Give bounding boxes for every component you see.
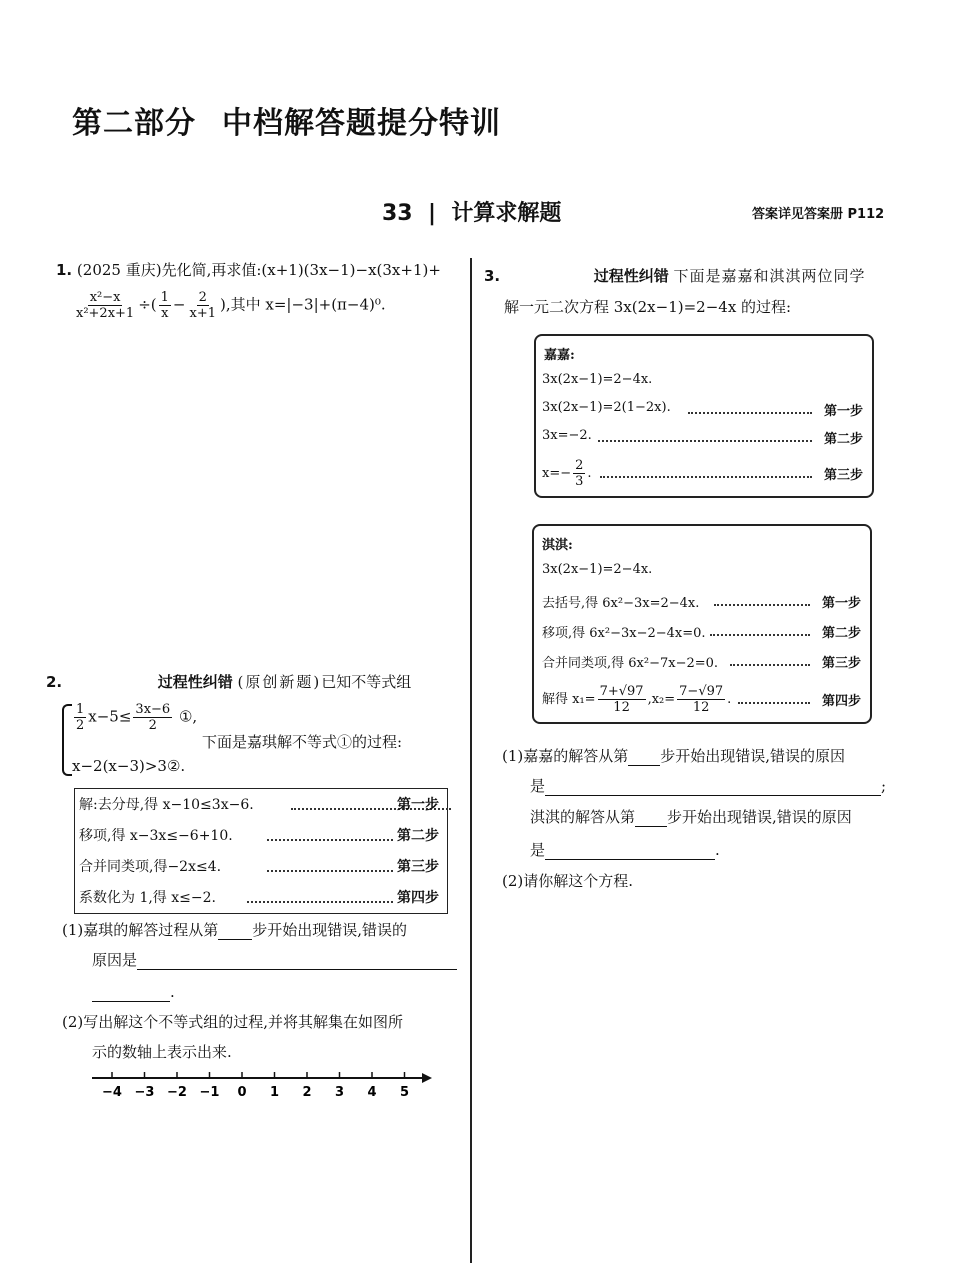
leader-dots [267, 870, 393, 872]
q3-jiajia-reason-blank[interactable] [545, 779, 881, 796]
axis-tick-label: −2 [167, 1085, 187, 1100]
leader-dots [600, 476, 812, 478]
part-title [72, 98, 501, 142]
section-separator: | [420, 201, 444, 226]
q1-div: ÷( [138, 295, 157, 314]
q3-sub1-c-end: ; [881, 777, 887, 795]
axis-tick-label: 5 [399, 1085, 410, 1100]
q2-sub1-text-c: 原因是 [92, 951, 138, 969]
axis-tick-label: −4 [102, 1085, 122, 1100]
leader-dots [598, 440, 812, 442]
q2-step-label: 第四步 [397, 890, 439, 906]
q1-minus: − [172, 295, 186, 314]
q2-sub2-line2: 示的数轴上表示出来. [92, 1043, 232, 1061]
column-divider [470, 258, 472, 1263]
ineq1-frac2: $\frac{3x-6}{2}$ [135, 702, 171, 733]
q2-inequality-2: x−2(x−3)>3②. [72, 757, 186, 775]
jiajia-step2: 3x=−2. [542, 428, 592, 443]
q1-tail: ),其中 x=|−3|+(π−4)⁰. [219, 295, 386, 314]
jiajia-step1-label: 第一步 [824, 404, 864, 419]
q1-fraction-3: $\frac{2}{x+1}$ [189, 290, 216, 321]
q2-sub1-end: . [170, 983, 175, 1001]
q3-sub2: (2)请你解这个方程. [502, 872, 634, 890]
number-line [92, 1066, 442, 1110]
q1-fraction-2: $\frac{1}{x}$ [160, 290, 169, 321]
q2-sub1-text-a: (1)嘉琪的解答过程从第 [62, 921, 219, 939]
q2-sub1-text-b: 步开始出现错误,错误的 [252, 921, 408, 939]
q2-inequality-1 [72, 702, 197, 733]
q3-sub1-text-d: 淇淇的解答从第 [530, 808, 636, 826]
leader-dots [714, 604, 810, 606]
q3-tag: 过程性纠错 [593, 267, 669, 285]
q3-intro2: 解一元二次方程 3x(2x−1)=2−4x 的过程: [504, 298, 792, 316]
q1-line2 [72, 290, 386, 321]
q3-jiajia-step-blank[interactable] [628, 749, 660, 766]
q3-sub1-line4 [530, 840, 720, 860]
q2-tag2: (原创新题) [237, 673, 322, 691]
q2-step [75, 851, 447, 882]
q1-source: (2025 重庆) [76, 261, 162, 279]
qiqi-step1: 去括号,得 6x²−3x=2−4x. [542, 596, 700, 611]
axis-arrow [422, 1073, 432, 1083]
qiqi-name: 淇淇: [542, 538, 573, 553]
q2-step-text: 解:去分母,得 x−10≤3x−6. [79, 797, 254, 813]
q3-sub1-line2 [530, 776, 886, 796]
jiajia-step3: x=− $\frac{2}{3}$ . [542, 458, 592, 489]
part-subtitle: 中档解答题提分特训 [222, 106, 501, 141]
q3-sub1-line1 [502, 746, 845, 766]
jiajia-box [534, 334, 874, 498]
leader-dots [688, 412, 812, 414]
q2-steps-table [74, 788, 448, 914]
axis-tick-label: 0 [237, 1085, 247, 1100]
qiqi-step3-label: 第三步 [822, 656, 862, 671]
q2-step [75, 882, 447, 913]
q2-reason-blank-2[interactable] [92, 985, 170, 1002]
q2-reason-blank[interactable] [137, 953, 457, 970]
q2-intro: 已知不等式组 [321, 673, 412, 691]
q3-sub1-text-e: 步开始出现错误,错误的原因 [667, 808, 852, 826]
number-line-svg [92, 1066, 442, 1106]
q3-qiqi-reason-blank[interactable] [545, 843, 715, 860]
q2-number: 2. [46, 673, 63, 691]
leader-dots [247, 901, 393, 903]
leader-dots [710, 634, 810, 636]
section-title [382, 196, 561, 227]
q2-step-label: 第二步 [397, 828, 439, 844]
q1-line1 [56, 260, 441, 280]
q2-header [46, 672, 411, 692]
q3-intro1: 下面是嘉嘉和淇淇两位同学 [673, 267, 866, 285]
axis-tick-label: 4 [367, 1085, 377, 1100]
axis-tick-label: 3 [334, 1085, 345, 1100]
axis-tick-label: 2 [302, 1085, 312, 1100]
q3-sub1-f-end: . [715, 841, 720, 859]
q2-after-text: 下面是嘉琪解不等式①的过程: [202, 733, 403, 751]
qiqi-line0: 3x(2x−1)=2−4x. [542, 562, 653, 577]
jiajia-line0: 3x(2x−1)=2−4x. [542, 372, 653, 387]
q2-sub1-line3 [92, 982, 175, 1002]
q2-sub1-line1 [62, 920, 407, 940]
leader-dots [730, 664, 810, 666]
q2-step-blank[interactable] [218, 923, 252, 940]
qiqi-step4-label: 第四步 [822, 694, 862, 709]
section-number: 33 [382, 201, 413, 226]
part-label: 第二部分 [72, 106, 196, 141]
q3-sub1-text-a: (1)嘉嘉的解答从第 [502, 747, 629, 765]
answer-reference: 答案详见答案册 P112 [752, 207, 885, 222]
q2-step-text: 系数化为 1,得 x≤−2. [79, 890, 216, 906]
ineq1-mark: ①, [178, 707, 198, 726]
qiqi-step2: 移项,得 6x²−3x−2−4x=0. [542, 626, 706, 641]
jiajia-step3-label: 第三步 [824, 468, 864, 483]
q3-number: 3. [484, 267, 501, 285]
q3-qiqi-step-blank[interactable] [635, 810, 667, 827]
q2-step-text: 移项,得 x−3x≤−6+10. [79, 828, 233, 844]
q2-tag: 过程性纠错 [157, 673, 233, 691]
qiqi-step4: 解得 x₁= $\frac{7+√97}{12}$ ,x₂= $\frac{7-√97}{12}$ . [542, 684, 732, 715]
q2-step-text: 合并同类项,得−2x≤4. [79, 859, 222, 875]
qiqi-box [532, 524, 872, 724]
q3-header [484, 266, 866, 286]
q1-number: 1. [56, 261, 73, 279]
ineq1-mid: x−5≤ [88, 707, 132, 726]
q2-sub1-line2 [92, 950, 457, 970]
q1-text: 先化简,再求值:(x+1)(3x−1)−x(3x+1)+ [161, 261, 441, 279]
q2-step [75, 820, 447, 851]
jiajia-step2-label: 第二步 [824, 432, 864, 447]
axis-tick-label: −3 [134, 1085, 155, 1100]
q3-sub1-text-b: 步开始出现错误,错误的原因 [660, 747, 846, 765]
leader-dots [738, 702, 810, 704]
q1-fraction-1: $\frac{\text{x²−x}}{\text{x²+2x+1}}$ [76, 290, 135, 321]
q3-sub1-text-c: 是 [530, 777, 546, 795]
leader-dots [267, 839, 393, 841]
q2-step [75, 789, 447, 820]
qiqi-step2-label: 第二步 [822, 626, 862, 641]
q2-step-label: 第三步 [397, 859, 439, 875]
system-brace [62, 704, 72, 776]
q3-sub1-text-f: 是 [530, 841, 546, 859]
ineq1-frac: $\frac{1}{2}$ [76, 702, 85, 733]
jiajia-step1: 3x(2x−1)=2(1−2x). [542, 400, 671, 415]
q2-step-label: 第一步 [397, 797, 439, 813]
jiajia-name: 嘉嘉: [544, 348, 575, 363]
axis-tick-label: 1 [269, 1085, 280, 1100]
q2-sub2-line1: (2)写出解这个不等式组的过程,并将其解集在如图所 [62, 1013, 404, 1031]
qiqi-step1-label: 第一步 [822, 596, 862, 611]
axis-tick-label: −1 [199, 1085, 220, 1100]
section-name: 计算求解题 [451, 201, 562, 226]
qiqi-step3: 合并同类项,得 6x²−7x−2=0. [542, 656, 719, 671]
q3-sub1-line3 [530, 807, 852, 827]
